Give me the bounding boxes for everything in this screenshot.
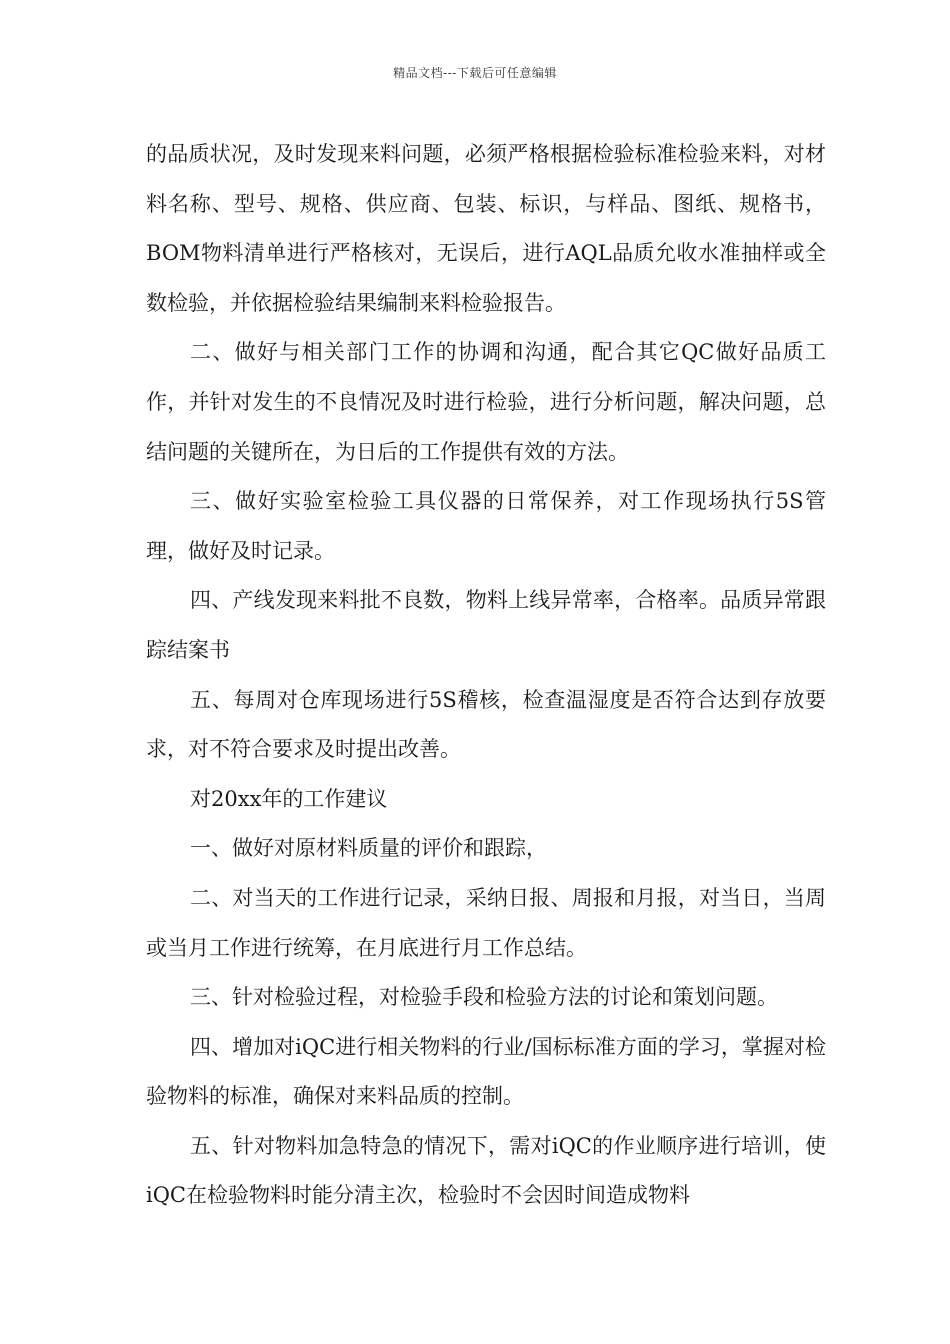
suggestion-item-3: 三、针对检验过程，对检验手段和检验方法的讨论和策划问题。 — [190, 985, 778, 1010]
suggestion-item-2: 二、对当天的工作进行记录，采纳日报、周报和月报，对当日，当周或当月工作进行统筹，在月底进行月工作总结。 — [146, 885, 826, 960]
paragraph-item-5: 五、每周对仓库现场进行5S稽核，检查温湿度是否符合达到存放要求，对不符合要求及时提出改善。 — [146, 687, 826, 762]
paragraph-item-2: 二、做好与相关部门工作的协调和沟通，配合其它QC做好品质工作，并针对发生的不良情况及时进行检验，进行分析问题，解决问题，总结问题的关键所在，为日后的工作提供有效的方法。 — [146, 340, 826, 464]
suggestion-item-5: 五、针对物料加急特急的情况下，需对iQC的作业顺序进行培训，使iQC在检验物料时能分清主次，检验时不会因时间造成物料 — [146, 1133, 826, 1208]
document-body — [146, 130, 826, 1221]
section-heading-suggestions: 对20xx年的工作建议 — [190, 786, 388, 811]
paragraph-item-3: 三、做好实验室检验工具仪器的日常保养，对工作现场执行5S管理，做好及时记录。 — [146, 489, 826, 563]
paragraph-item-4: 四、产线发现来料批不良数，物料上线异常率，合格率。品质异常跟踪结案书 — [146, 588, 826, 662]
suggestion-item-4: 四、增加对iQC进行相关物料的行业/国标标准方面的学习，掌握对检验物料的标准，确保对来料品质的控制。 — [146, 1034, 826, 1109]
paragraph-continuation: 的品质状况，及时发现来料问题，必须严格根据检验标准检验来料，对材料名称、型号、规格、供应商、包装、标识，与样品、图纸、规格书，BOM物料清单进行严格核对，无误后，进行AQL品质允收水准抽样或全数检验，并依据检验结果编制来料检验报告。 — [146, 142, 826, 315]
suggestion-item-1: 一、做好对原材料质量的评价和跟踪， — [190, 836, 547, 861]
page-header: 精品文档---下载后可任意编辑 — [393, 66, 557, 80]
